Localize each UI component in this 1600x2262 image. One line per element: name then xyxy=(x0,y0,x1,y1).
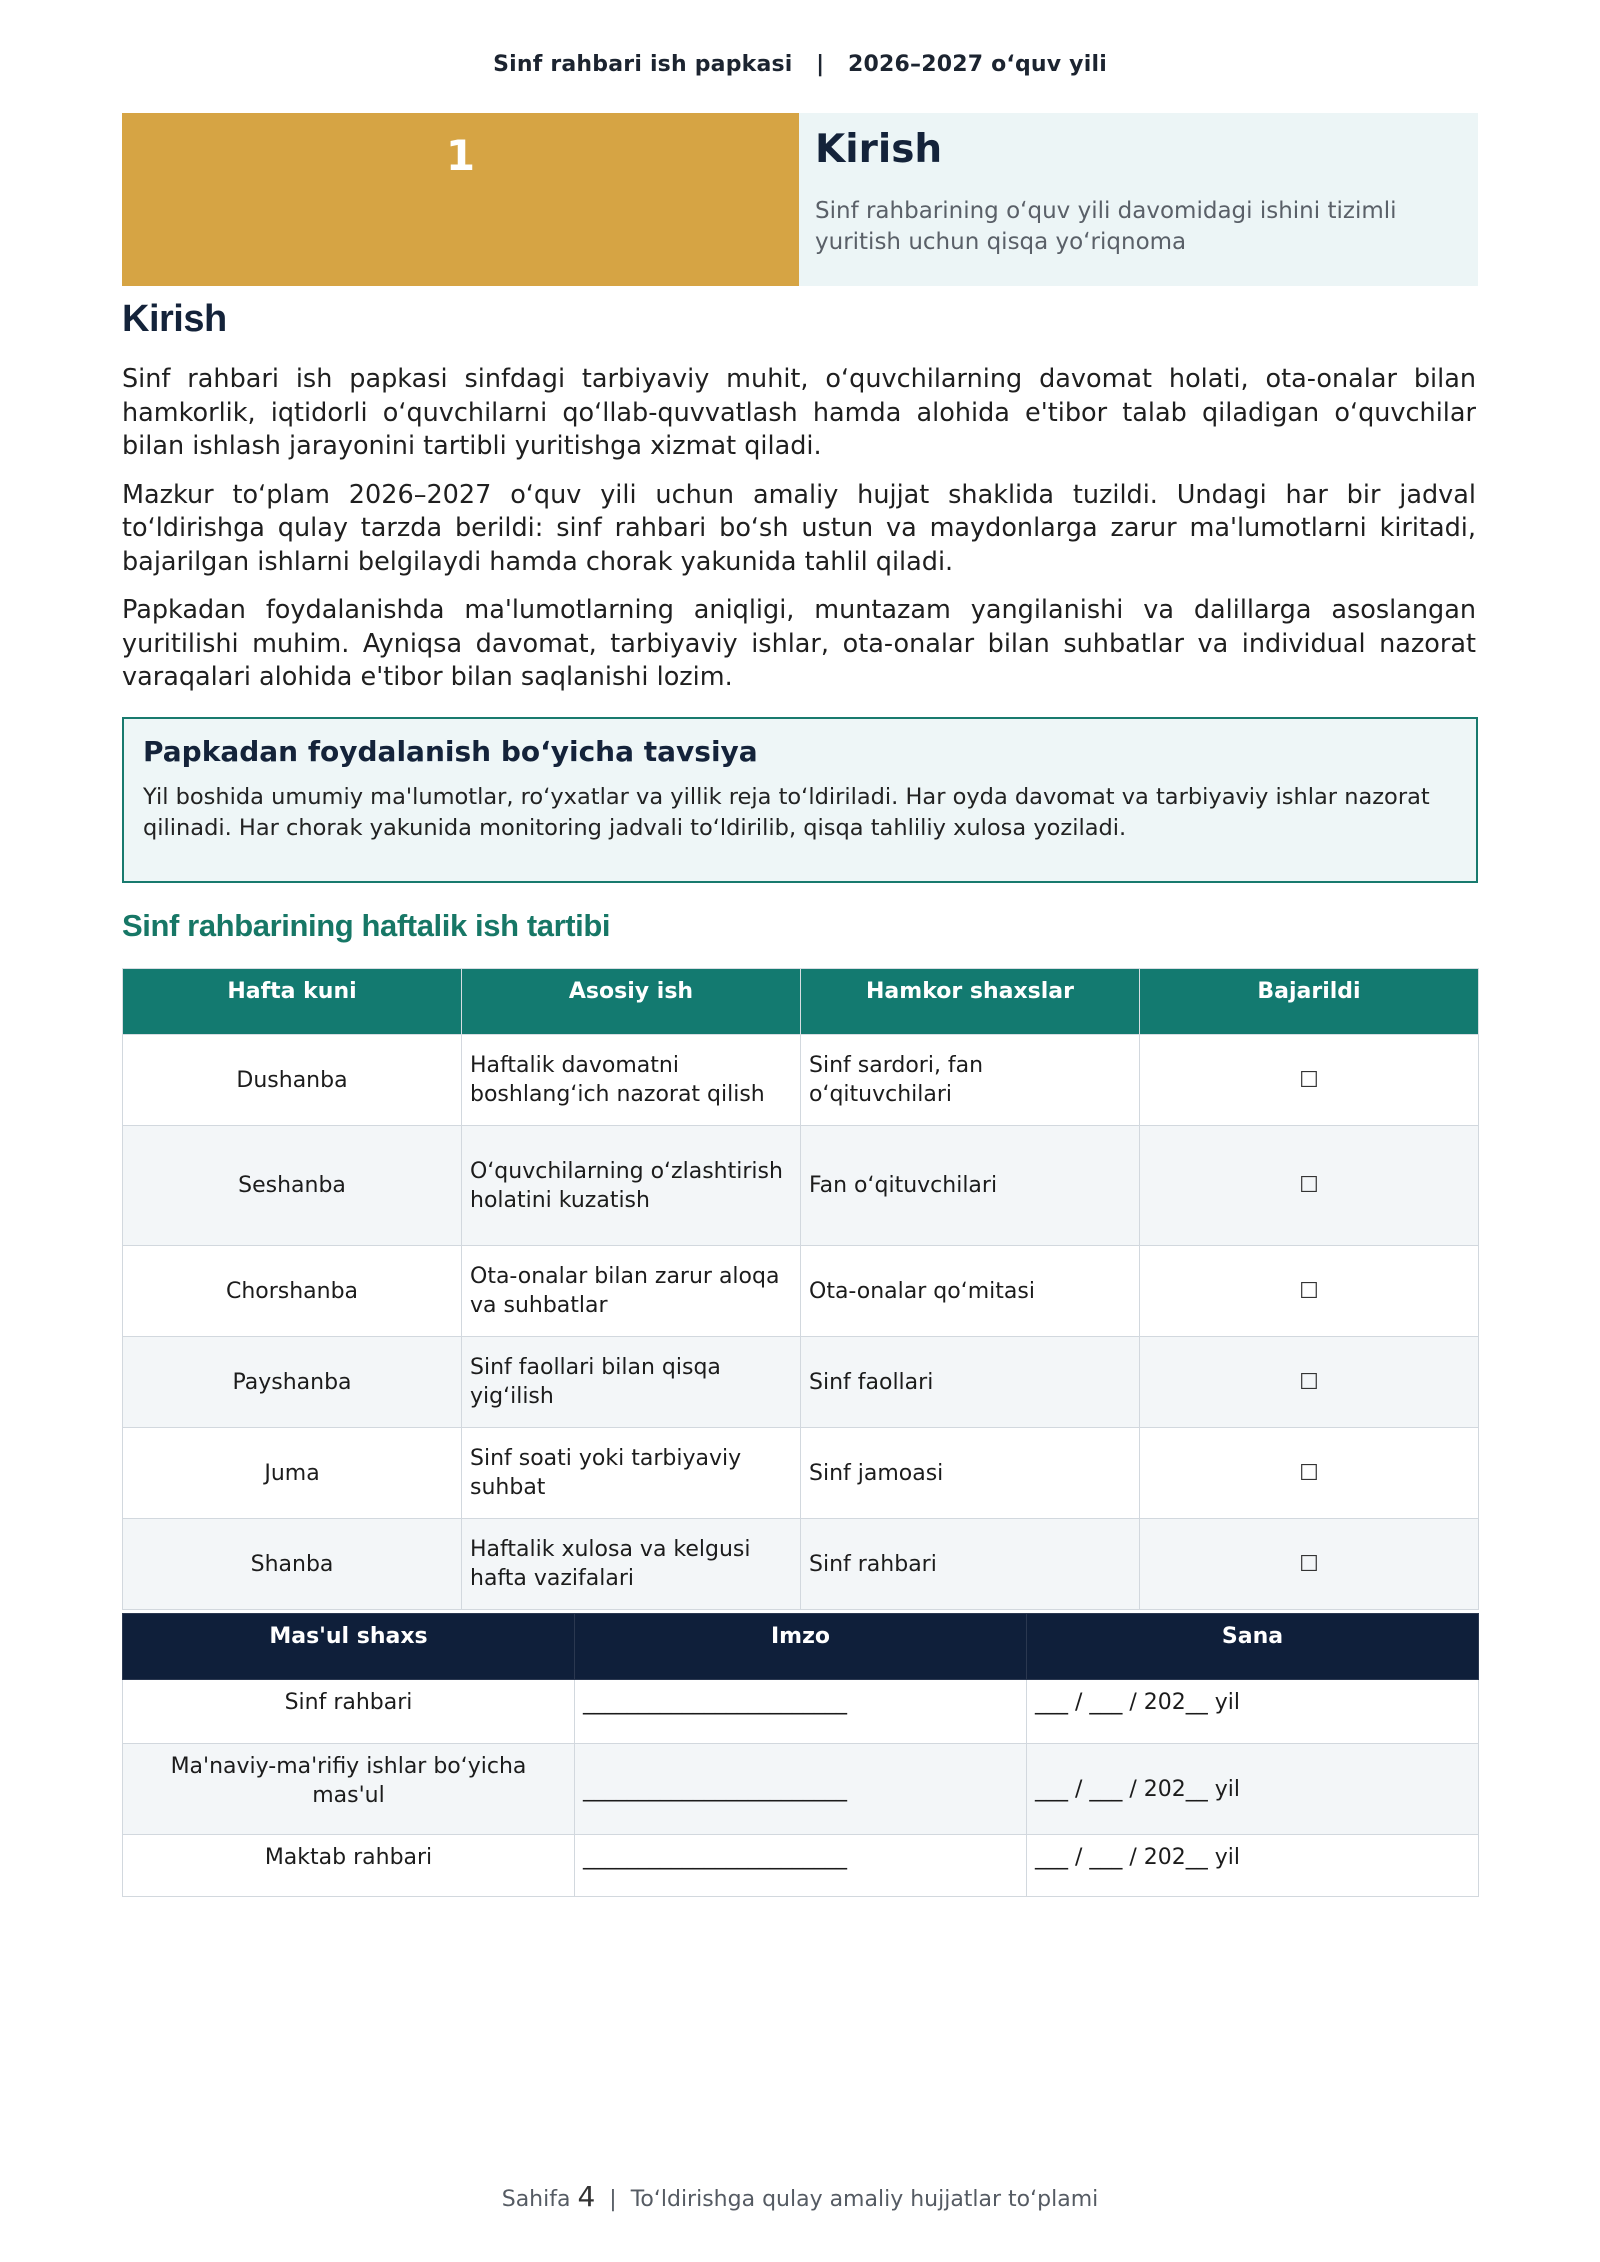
intro-paragraph: Sinf rahbari ish papkasi sinfdagi tarbiyaviy muhit, oʻquvchilarning davomat holati, ota-onalar bilan hamkorlik, iqtidorli oʻquvchilarni qoʻllab-quvvatlash hamda alohida e'tibor talab qiladigan oʻquvchilar bilan ishlash jarayonini tartibli yuritishga xizmat qiladi. xyxy=(122,364,1476,461)
task-cell: Sinf faollari bilan qisqa yigʻilish xyxy=(462,1337,801,1428)
table-row xyxy=(123,1519,1479,1610)
task-cell: Oʻquvchilarning oʻzlashtirish holatini kuzatish xyxy=(462,1126,801,1246)
partners-cell: Ota-onalar qoʻmitasi xyxy=(801,1246,1140,1337)
done-checkbox[interactable]: ☐ xyxy=(1299,1278,1319,1304)
tip-title: Papkadan foydalanish boʻyicha tavsiya xyxy=(143,735,758,768)
table-header-row xyxy=(123,969,1479,1035)
section-heading: Kirish xyxy=(122,298,227,340)
partners-cell: Sinf jamoasi xyxy=(801,1428,1140,1519)
header-separator: | xyxy=(816,52,825,77)
done-cell xyxy=(1140,1519,1479,1610)
chapter-number-box xyxy=(122,113,799,286)
table-row xyxy=(123,1246,1479,1337)
done-checkbox[interactable]: ☐ xyxy=(1299,1173,1319,1198)
collection-title: Toʻldirishga qulay amaliy hujjatlar toʻplami xyxy=(630,2187,1099,2212)
column-header-date: Sana xyxy=(1027,1614,1479,1680)
signature-line[interactable]: ________________________ xyxy=(575,1744,1027,1835)
done-cell xyxy=(1140,1035,1479,1126)
signature-line[interactable]: ________________________ xyxy=(575,1835,1027,1897)
signature-table xyxy=(122,1613,1479,1897)
task-cell: Haftalik xulosa va kelgusi hafta vazifalari xyxy=(462,1519,801,1610)
column-header-person: Mas'ul shaxs xyxy=(123,1614,575,1680)
table-row xyxy=(123,1428,1479,1519)
document-title: Sinf rahbari ish papkasi xyxy=(493,52,793,77)
task-cell: Sinf soati yoki tarbiyaviy suhbat xyxy=(462,1428,801,1519)
table-row xyxy=(123,1744,1479,1835)
date-field[interactable]: ___ / ___ / 202__ yil xyxy=(1027,1835,1479,1897)
day-cell: Shanba xyxy=(123,1519,462,1610)
weekly-schedule-table xyxy=(122,968,1479,1610)
done-checkbox[interactable]: ☐ xyxy=(1299,1067,1319,1093)
running-header xyxy=(0,52,1600,77)
table-row xyxy=(123,1126,1479,1246)
chapter-banner xyxy=(122,113,1478,286)
day-cell: Chorshanba xyxy=(123,1246,462,1337)
table-row xyxy=(123,1680,1479,1744)
partners-cell: Sinf faollari xyxy=(801,1337,1140,1428)
intro-paragraph: Papkadan foydalanishda ma'lumotlarning aniqligi, muntazam yangilanishi va dalillarga asoslangan yuritilishi muhim. Ayniqsa davomat, tarbiyaviy ishlar, ota-onalar bilan suhbatlar va individual nazorat varaqalari alohida e'tibor bilan saqlanishi lozim. xyxy=(122,595,1476,692)
date-field[interactable]: ___ / ___ / 202__ yil xyxy=(1027,1744,1479,1835)
academic-year: 2026–2027 oʻquv yili xyxy=(847,52,1107,77)
table-row xyxy=(123,1835,1479,1897)
done-checkbox[interactable]: ☐ xyxy=(1299,1551,1319,1577)
column-header-done: Bajarildi xyxy=(1140,969,1479,1035)
intro-paragraph: Mazkur toʻplam 2026–2027 oʻquv yili uchun amaliy hujjat shaklida tuzildi. Undagi har bir jadval toʻldirishga qulay tarzda berildi: sinf rahbari boʻsh ustun va maydonlarga zarur ma'lumotlarni kiritadi, bajarilgan ishlarni belgilaydi hamda chorak yakunida tahlil qiladi. xyxy=(122,479,1476,577)
done-checkbox[interactable]: ☐ xyxy=(1299,1460,1319,1486)
done-checkbox[interactable]: ☐ xyxy=(1299,1369,1319,1395)
done-cell xyxy=(1140,1246,1479,1337)
column-header-partners: Hamkor shaxslar xyxy=(801,969,1140,1035)
chapter-title-box xyxy=(799,113,1478,286)
chapter-subtitle: Sinf rahbarining oʻquv yili davomidagi ishini tizimli yuritish uchun qisqa yoʻriqnoma xyxy=(815,198,1397,255)
page-label: Sahifa xyxy=(501,2187,571,2212)
tip-box xyxy=(122,717,1478,883)
day-cell: Payshanba xyxy=(123,1337,462,1428)
footer-separator: | xyxy=(609,2187,617,2212)
column-header-signature: Imzo xyxy=(575,1614,1027,1680)
partners-cell: Sinf rahbari xyxy=(801,1519,1140,1610)
person-cell: Sinf rahbari xyxy=(123,1680,575,1744)
person-cell: Maktab rahbari xyxy=(123,1835,575,1897)
partners-cell: Sinf sardori, fan oʻqituvchilari xyxy=(801,1035,1140,1126)
intro-text xyxy=(122,363,1476,710)
table-row xyxy=(123,1337,1479,1428)
table-header-row xyxy=(123,1614,1479,1680)
column-header-task: Asosiy ish xyxy=(462,969,801,1035)
task-cell: Haftalik davomatni boshlangʻich nazorat qilish xyxy=(462,1035,801,1126)
date-field[interactable]: ___ / ___ / 202__ yil xyxy=(1027,1680,1479,1744)
page-number: 4 xyxy=(577,2180,596,2213)
partners-cell: Fan oʻqituvchilari xyxy=(801,1126,1140,1246)
done-cell xyxy=(1140,1126,1479,1246)
chapter-number: 1 xyxy=(445,131,476,180)
page-footer xyxy=(0,2180,1600,2213)
tip-text: Yil boshida umumiy ma'lumotlar, roʻyxatlar va yillik reja toʻldiriladi. Har oyda davomat va tarbiyaviy ishlar nazorat qilinadi. Har chorak yakunida monitoring jadvali toʻldirilib, qisqa tahliliy xulosa yoziladi. xyxy=(143,784,1430,841)
column-header-day: Hafta kuni xyxy=(123,969,462,1035)
table-row xyxy=(123,1035,1479,1126)
done-cell xyxy=(1140,1337,1479,1428)
chapter-title: Kirish xyxy=(815,127,943,172)
day-cell: Dushanba xyxy=(123,1035,462,1126)
person-cell: Ma'naviy-ma'rifiy ishlar boʻyicha mas'ul xyxy=(123,1744,575,1835)
schedule-heading: Sinf rahbarining haftalik ish tartibi xyxy=(122,908,611,943)
day-cell: Juma xyxy=(123,1428,462,1519)
signature-line[interactable]: ________________________ xyxy=(575,1680,1027,1744)
done-cell xyxy=(1140,1428,1479,1519)
task-cell: Ota-onalar bilan zarur aloqa va suhbatlar xyxy=(462,1246,801,1337)
day-cell: Seshanba xyxy=(123,1126,462,1246)
